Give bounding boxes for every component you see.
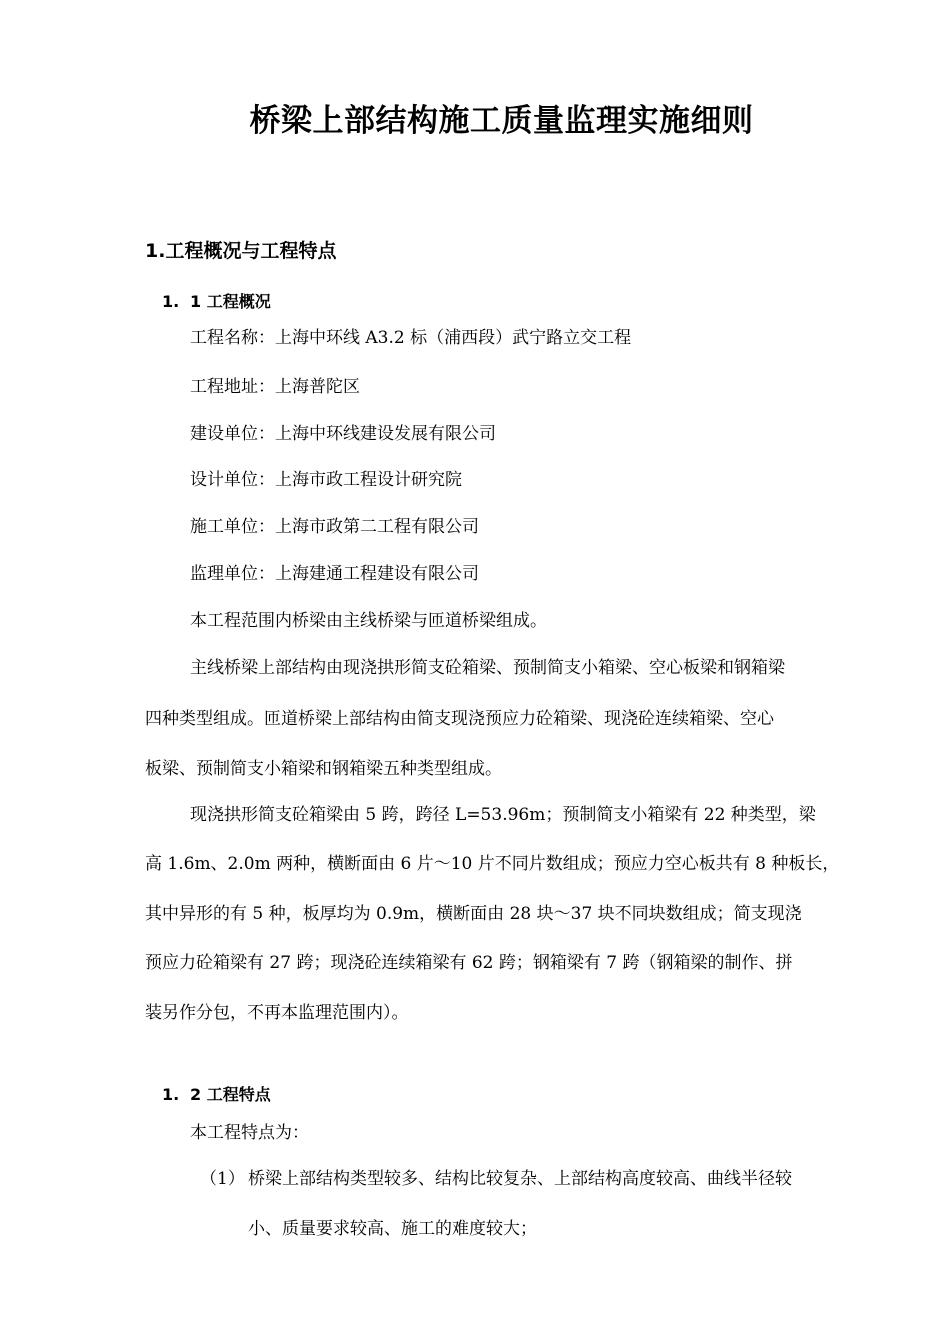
features-intro: 本工程特点为： [190,1123,309,1143]
subsection-title: 2 工程特点 [190,1085,271,1104]
detail-paragraph-line-2: 高 1.6m、2.0m 两种，横断面由 6 片～10 片不同片数组成；预应力空心板共有 8 种板长， [145,854,840,874]
structure-paragraph-line-3: 板梁、预制简支小箱梁和钢箱梁五种类型组成。 [145,759,502,779]
designer-line: 设计单位：上海市政工程设计研究院 [190,470,462,490]
list-item-number: （1） [200,1169,245,1189]
list-item-line-2: 小、质量要求较高、施工的难度较大； [248,1219,537,1239]
supervisor-line: 监理单位：上海建通工程建设有限公司 [190,564,479,584]
project-name-line: 工程名称：上海中环线 A3.2 标（浦西段）武宁路立交工程 [190,328,632,348]
subsection-number: 1. [162,1085,180,1104]
subsection-number: 1. [162,292,180,311]
subsection-heading-1-2 [162,1082,271,1105]
list-item-line-1: 桥梁上部结构类型较多、结构比较复杂、上部结构高度较高、曲线半径较 [248,1169,792,1189]
detail-paragraph-line-1: 现浇拱形简支砼箱梁由 5 跨，跨径 L=53.96m；预制简支小箱梁有 22 种类型，梁 [190,805,816,825]
detail-paragraph-line-3: 其中异形的有 5 种，板厚均为 0.9m，横断面由 28 块～37 块不同块数组成；简支现浇 [145,904,802,924]
document-title: 桥梁上部结构施工质量监理实施细则 [249,103,754,139]
structure-paragraph-line-2: 四种类型组成。匝道桥梁上部结构由简支现浇预应力砼箱梁、现浇砼连续箱梁、空心 [145,709,774,729]
contractor-line: 施工单位：上海市政第二工程有限公司 [190,517,479,537]
client-line: 建设单位：上海中环线建设发展有限公司 [190,424,496,444]
subsection-heading-1-1 [162,289,271,312]
project-address-line: 工程地址：上海普陀区 [190,377,360,397]
section-heading-1: 1.工程概况与工程特点 [145,240,337,262]
detail-paragraph-line-4: 预应力砼箱梁有 27 跨；现浇砼连续箱梁有 62 跨；钢箱梁有 7 跨（钢箱梁的制作、拼 [145,953,793,973]
structure-paragraph-line-1: 主线桥梁上部结构由现浇拱形简支砼箱梁、预制简支小箱梁、空心板梁和钢箱梁 [190,658,785,678]
subsection-title: 1 工程概况 [190,292,271,311]
scope-paragraph: 本工程范围内桥梁由主线桥梁与匝道桥梁组成。 [190,611,547,631]
detail-paragraph-line-5: 装另作分包，不再本监理范围内）。 [145,1003,409,1023]
